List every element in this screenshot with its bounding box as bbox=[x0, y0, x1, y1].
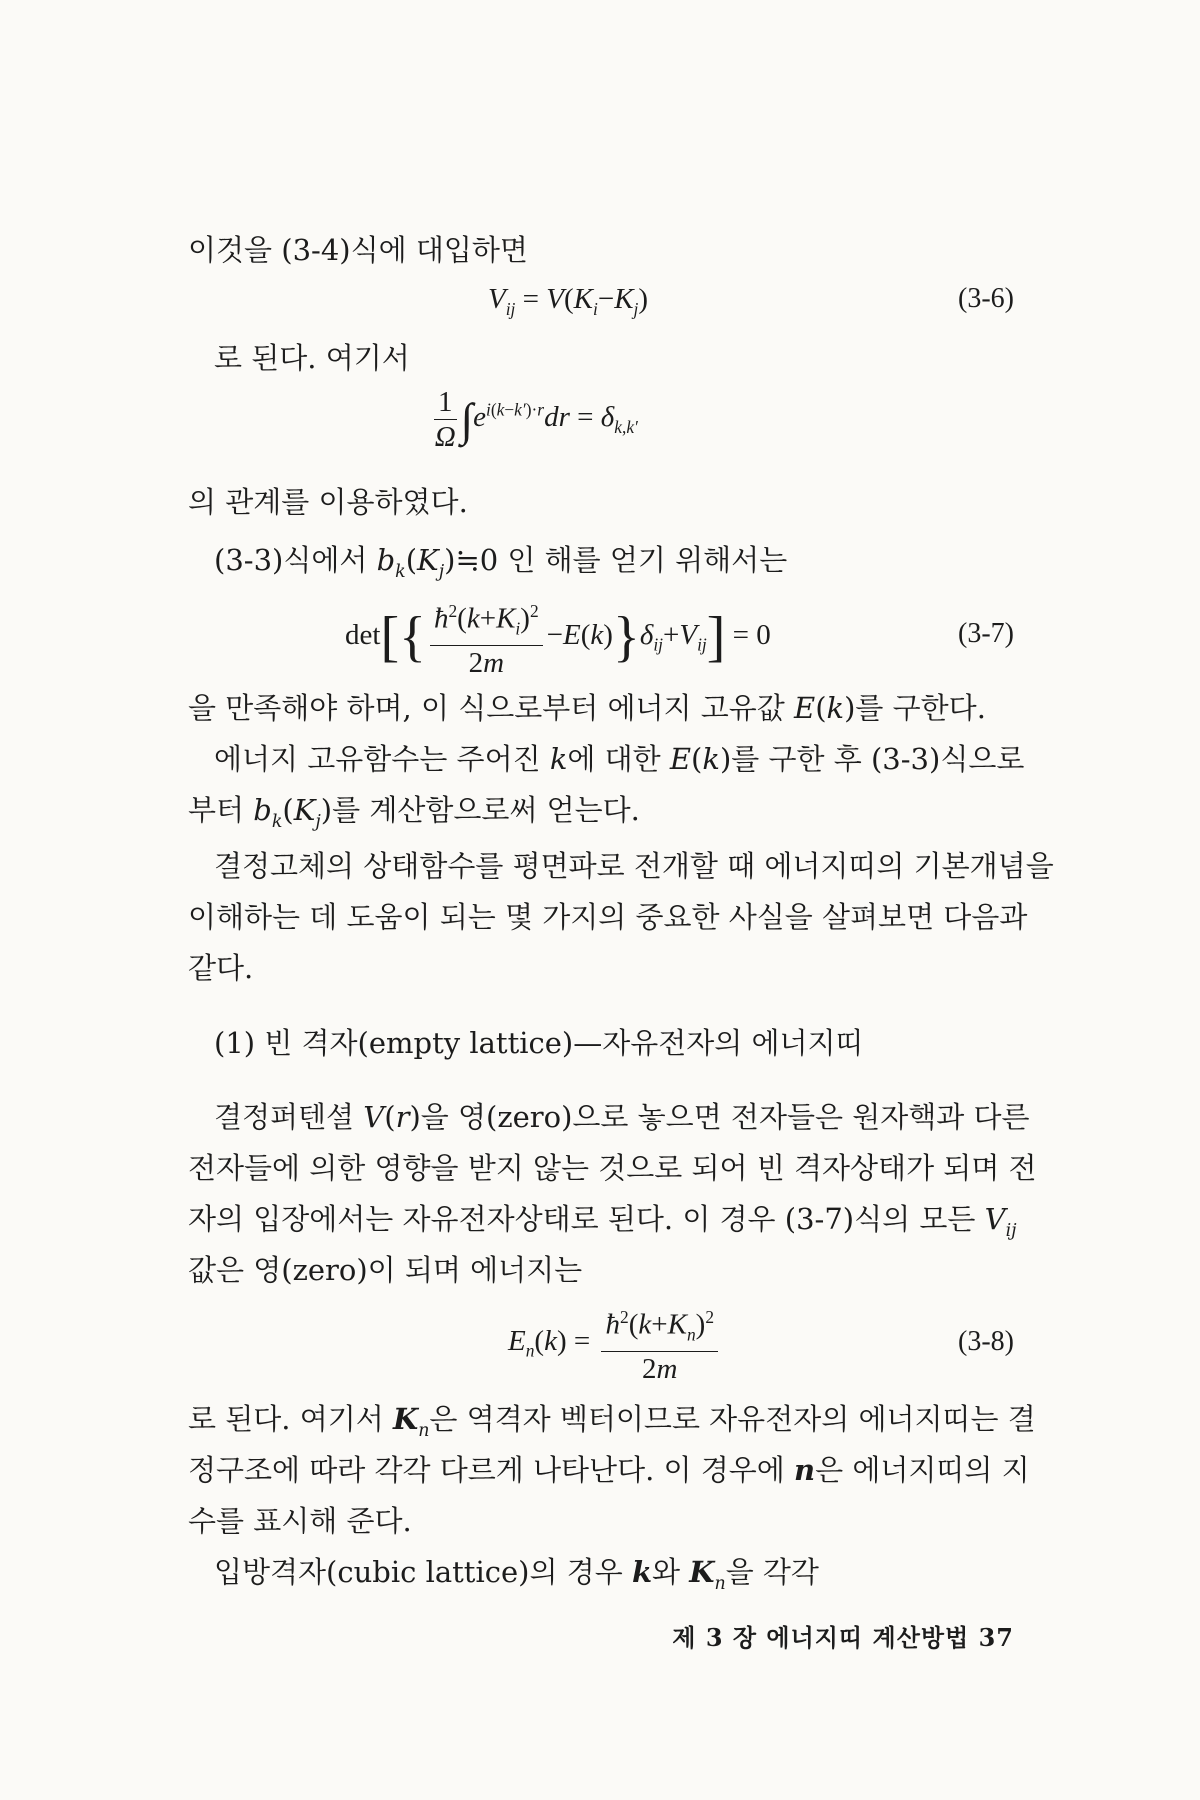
text-span: (3-3)식에서 bbox=[214, 543, 377, 577]
text-line: 정구조에 따라 각각 다르게 나타난다. 이 경우에 n은 에너지띠의 지 bbox=[188, 1453, 1030, 1487]
text-span: 를 구한다. bbox=[855, 691, 986, 725]
text-span: 에너지 고유함수는 주어진 bbox=[214, 742, 550, 776]
text-line: 을 만족해야 하며, 이 식으로부터 에너지 고유값 E(k)를 구한다. bbox=[188, 691, 986, 725]
section-heading: (1) 빈 격자(empty lattice)—자유전자의 에너지띠 bbox=[214, 1026, 864, 1060]
text-span: 로 된다. 여기서 bbox=[188, 1402, 393, 1436]
text-span: 을 만족해야 하며, 이 식으로부터 에너지 고유값 bbox=[188, 691, 795, 725]
text-line: 수를 표시해 준다. bbox=[188, 1504, 412, 1538]
equation-3-7: det[{ $\frac{ħ^2(k+K_i)^2}{2m}$ $-E(k)\}\delta_{ij}+V_{ij}] = 0$ bbox=[345, 594, 771, 680]
text-line: 의 관계를 이용하였다. bbox=[188, 485, 468, 519]
text-span: 인 해를 얻기 위해서는 bbox=[507, 543, 788, 577]
text-line: 전자들에 의한 영향을 받지 않는 것으로 되어 빈 격자상태가 되며 전 bbox=[188, 1151, 1037, 1185]
text-span: 를 계산함으로써 얻는다. bbox=[332, 793, 640, 827]
text-span: 자의 입장에서는 자유전자상태로 된다. 이 경우 (3-7)식의 모든 bbox=[188, 1202, 985, 1236]
equation-3-8: $E_n(k)$ = $\frac{ħ^2(k+K_n)^2}{2m}$ bbox=[508, 1300, 722, 1386]
text-span: 은 에너지띠의 지 bbox=[815, 1453, 1030, 1487]
text-line: 결정퍼텐셜 V(r)을 영(zero)으로 놓으면 전자들은 원자핵과 다른 bbox=[214, 1100, 1030, 1134]
text-line: 이것을 (3-4)식에 대입하면 bbox=[188, 233, 528, 267]
text-line: 같다. bbox=[188, 951, 254, 985]
text-line: 자의 입장에서는 자유전자상태로 된다. 이 경우 (3-7)식의 모든 $V_{ij}$ bbox=[188, 1202, 1017, 1241]
text-line: 이해하는 데 도움이 되는 몇 가지의 중요한 사실을 살펴보면 다음과 bbox=[188, 900, 1028, 934]
text-span: 입방격자(cubic lattice)의 경우 bbox=[214, 1555, 632, 1589]
text-line: 값은 영(zero)이 되며 에너지는 bbox=[188, 1253, 583, 1287]
text-span: 와 bbox=[652, 1555, 690, 1589]
text-line: (3-3)식에서 $b_k(K_j)≒0$ 인 해를 얻기 위해서는 bbox=[214, 543, 788, 582]
text-span: 을 각각 bbox=[725, 1555, 819, 1589]
text-line: 결정고체의 상태함수를 평면파로 전개할 때 에너지띠의 기본개념을 bbox=[214, 849, 1054, 883]
text-span: 은 역격자 벡터이므로 자유전자의 에너지띠는 결 bbox=[429, 1402, 1036, 1436]
text-span: 을 영(zero)으로 놓으면 전자들은 원자핵과 다른 bbox=[420, 1100, 1030, 1134]
equation-number: (3-6) bbox=[958, 283, 1014, 314]
equation-3-6: $V_{ij} = V(K_i-K_j)$ bbox=[488, 283, 649, 319]
text-line: 에너지 고유함수는 주어진 k에 대한 E(k)를 구한 후 (3-3)식으로 bbox=[214, 742, 1025, 776]
equation-number: (3-8) bbox=[958, 1326, 1014, 1357]
text-span: 정구조에 따라 각각 다르게 나타난다. 이 경우에 bbox=[188, 1453, 795, 1487]
equation-number: (3-7) bbox=[958, 618, 1014, 649]
text-line: 로 된다. 여기서 $K_n$은 역격자 벡터이므로 자유전자의 에너지띠는 결 bbox=[188, 1402, 1036, 1441]
page-footer: 제 3 장 에너지띠 계산방법 37 bbox=[672, 1623, 1014, 1652]
text-span: 결정퍼텐셜 bbox=[214, 1100, 364, 1134]
text-line: 입방격자(cubic lattice)의 경우 k와 $K_n$을 각각 bbox=[214, 1555, 819, 1594]
text-span: 에 대한 bbox=[567, 742, 670, 776]
text-line: 로 된다. 여기서 bbox=[214, 341, 410, 375]
text-span: 를 구한 후 (3-3)식으로 bbox=[731, 742, 1025, 776]
text-line: 부터 $b_k(K_j)$를 계산함으로써 얻는다. bbox=[188, 793, 640, 832]
text-span: 부터 bbox=[188, 793, 254, 827]
orthogonality-relation: $\frac{1}{\Omega}$ $\int e^{i(k-k')\cdot r}dr = \delta_{k,k'}$ bbox=[434, 386, 638, 453]
